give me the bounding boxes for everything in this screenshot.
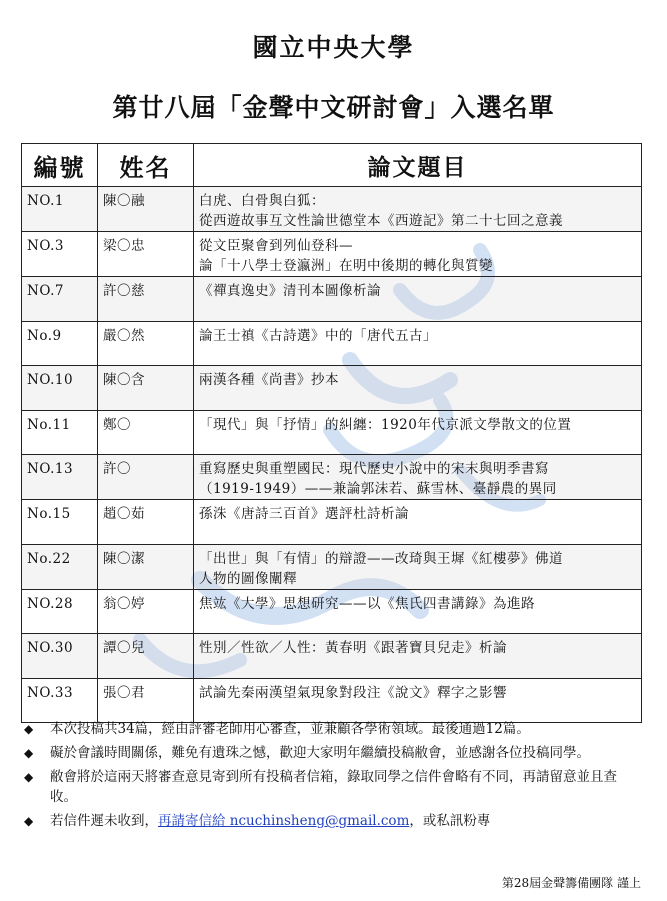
cell-number: NO.10: [22, 366, 98, 411]
table-row: [22, 366, 642, 411]
table-row: [22, 455, 642, 500]
note-item: [24, 767, 636, 807]
cell-paper-title: 焦竑《大學》思想研究——以《焦氏四書講錄》為進路: [194, 589, 642, 634]
table-row: [22, 232, 642, 277]
cell-author-name: 趙〇茹: [98, 500, 194, 545]
cell-author-name: 翁〇婷: [98, 589, 194, 634]
diamond-bullet-icon: ◆: [24, 722, 34, 736]
cell-author-name: 梁〇忠: [98, 232, 194, 277]
table-row: [22, 678, 642, 723]
table-row: [22, 634, 642, 679]
cell-author-name: 許〇慈: [98, 277, 194, 322]
cell-author-name: 陳〇融: [98, 187, 194, 232]
cell-number: NO.1: [22, 187, 98, 232]
header-paper-title: 論文題目: [194, 144, 642, 187]
cell-number: NO.30: [22, 634, 98, 679]
cell-number: NO.13: [22, 455, 98, 500]
diamond-bullet-icon: ◆: [24, 770, 34, 784]
header-number: 編號: [22, 144, 98, 187]
cell-number: NO.33: [22, 678, 98, 723]
cell-paper-title: 重寫歷史與重塑國民：現代歷史小說中的宋末與明季書寫 （1919-1949）——兼論郭沫若、蘇雪林、臺靜農的異同: [194, 455, 642, 500]
cell-author-name: 譚〇兒: [98, 634, 194, 679]
selection-table: [21, 143, 642, 723]
cell-number: No.22: [22, 544, 98, 589]
note-item: [24, 743, 636, 763]
cell-author-name: 陳〇潔: [98, 544, 194, 589]
cell-author-name: 許〇: [98, 455, 194, 500]
table-row: [22, 187, 642, 232]
diamond-bullet-icon: ◆: [24, 746, 34, 760]
cell-paper-title: 《禪真逸史》清刊本圖像析論: [194, 277, 642, 322]
cell-paper-title: 試論先秦兩漢望氣現象對段注《說文》釋字之影響: [194, 678, 642, 723]
table-row: [22, 321, 642, 366]
signature: 第28屆金聲籌備團隊 謹上: [501, 876, 641, 890]
table-row: [22, 544, 642, 589]
cell-paper-title: 孫洙《唐詩三百首》選評杜詩析論: [194, 500, 642, 545]
notes-list: [24, 719, 636, 835]
cell-paper-title: 兩漢各種《尚書》抄本: [194, 366, 642, 411]
email-link[interactable]: 再請寄信給 ncuchinsheng@gmail.com: [158, 813, 410, 829]
note-text: 本次投稿共34篇，經由評審老師用心審查，並兼顧各學術領域。最後通過12篇。: [50, 721, 530, 737]
cell-number: NO.3: [22, 232, 98, 277]
cell-number: No.11: [22, 410, 98, 455]
cell-paper-title: 性別／性欲／人性：黃春明《跟著寶貝兒走》析論: [194, 634, 642, 679]
note-text: ，或私訊粉專: [409, 813, 491, 829]
cell-paper-title: 「出世」與「有情」的辯證——改琦與王墀《紅樓夢》佛道 人物的圖像闡釋: [194, 544, 642, 589]
note-item: [24, 811, 636, 831]
cell-paper-title: 從文臣聚會到列仙登科— 論「十八學士登瀛洲」在明中後期的轉化與質變: [194, 232, 642, 277]
cell-paper-title: 論王士禛《古詩選》中的「唐代五古」: [194, 321, 642, 366]
cell-author-name: 張〇君: [98, 678, 194, 723]
cell-author-name: 嚴〇然: [98, 321, 194, 366]
event-title: 第廿八屆「金聲中文研討會」入選名單: [112, 93, 555, 122]
header-name: 姓名: [98, 144, 194, 187]
note-text: 若信件遲未收到，: [50, 813, 158, 829]
diamond-bullet-icon: ◆: [24, 814, 34, 828]
note-text: 礙於會議時間關係，難免有遺珠之憾，歡迎大家明年繼續投稿敝會，並感謝各位投稿同學。: [50, 745, 590, 761]
cell-author-name: 陳〇含: [98, 366, 194, 411]
table-row: [22, 500, 642, 545]
cell-number: NO.28: [22, 589, 98, 634]
cell-number: NO.7: [22, 277, 98, 322]
university-title: 國立中央大學: [252, 33, 415, 62]
cell-paper-title: 「現代」與「抒情」的糾纏：1920年代京派文學散文的位置: [194, 410, 642, 455]
table-row: [22, 277, 642, 322]
table-row: [22, 589, 642, 634]
cell-author-name: 鄭〇: [98, 410, 194, 455]
note-text: 敝會將於這兩天將審查意見寄到所有投稿者信箱，錄取同學之信件會略有不同，再請留意並且查收。: [50, 769, 617, 805]
note-item: [24, 719, 636, 739]
cell-number: No.9: [22, 321, 98, 366]
table-row: [22, 410, 642, 455]
cell-paper-title: 白虎、白骨與白狐： 從西遊故事互文性論世德堂本《西遊記》第二十七回之意義: [194, 187, 642, 232]
cell-number: No.15: [22, 500, 98, 545]
